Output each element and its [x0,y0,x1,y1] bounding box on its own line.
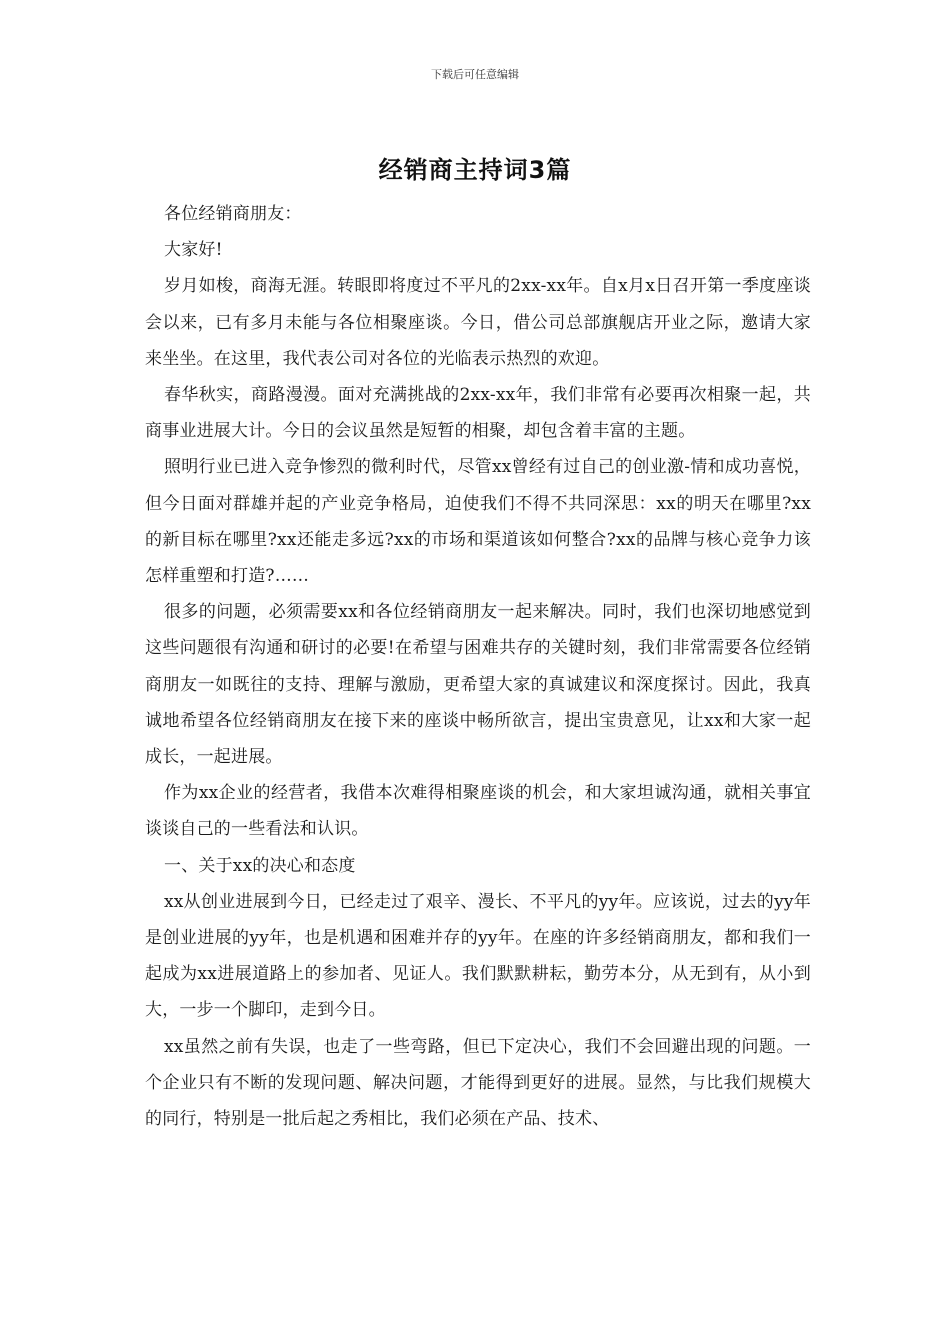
paragraph: 很多的问题，必须需要xx和各位经销商朋友一起来解决。同时，我们也深切地感觉到这些问题很有沟通和研讨的必要!在希望与困难共存的关键时刻，我们非常需要各位经销商朋友一如既往的支持、理解与激励，更希望大家的真诚建议和深度探讨。因此，我真诚地希望各位经销商朋友在接下来的座谈中畅所欲言，提出宝贵意见，让xx和大家一起成长，一起进展。 [145,602,811,768]
paragraph: 大家好! [164,240,223,261]
section-heading: 一、关于xx的决心和态度 [164,855,356,876]
paragraph: 各位经销商朋友： [164,204,302,224]
paragraph: xx从创业进展到今日，已经走过了艰辛、漫长、不平凡的yy年。应该说，过去的yy年是创业进展的yy年，也是机遇和困难并存的yy年。在座的许多经销商朋友，都和我们一起成为xx进展道路上的参加者、见证人。我们默默耕耘，勤劳本分，从无到有，从小到大，一步一个脚印，走到今日。 [145,891,811,1021]
paragraph: 照明行业已进入竞争惨烈的微利时代，尽管xx曾经有过自己的创业激-情和成功喜悦，但今日面对群雄并起的产业竞争格局，迫使我们不得不共同深思：xx的明天在哪里?xx的新目标在哪里?xx还能走多远?xx的市场和渠道该如何整合?xx的品牌与核心竞争力该怎样重塑和打造?…… [145,457,811,587]
paragraph: 春华秋实，商路漫漫。面对充满挑战的2xx-xx年，我们非常有必要再次相聚一起，共商事业进展大计。今日的会议虽然是短暂的相聚，却包含着丰富的主题。 [145,385,811,442]
document-body [145,196,811,1137]
paragraph: 作为xx企业的经营者，我借本次难得相聚座谈的机会，和大家坦诚沟通，就相关事宜谈谈自己的一些看法和认识。 [145,783,811,840]
document-title: 经销商主持词3篇 [378,156,572,184]
paragraph: xx虽然之前有失误，也走了一些弯路，但已下定决心，我们不会回避出现的问题。一个企业只有不断的发现问题、解决问题，才能得到更好的进展。显然，与比我们规模大的同行，特别是一批后起之秀相比，我们必须在产品、技术、 [145,1036,811,1130]
header-note: 下载后可任意编辑 [431,68,519,81]
paragraph: 岁月如梭，商海无涯。转眼即将度过不平凡的2xx-xx年。自x月x日召开第一季度座谈会以来，已有多月未能与各位相聚座谈。今日，借公司总部旗舰店开业之际，邀请大家来坐坐。在这里，我代表公司对各位的光临表示热烈的欢迎。 [145,276,811,369]
